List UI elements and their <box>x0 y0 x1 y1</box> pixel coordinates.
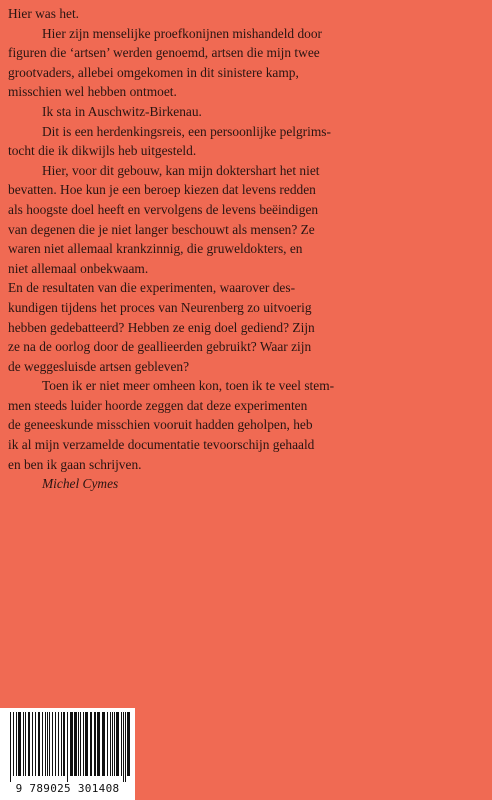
barcode-bar <box>38 712 40 776</box>
text-line: Dit is een herdenkingsreis, een persoonlijke pelgrims- <box>42 123 331 139</box>
barcode-bar <box>42 712 43 776</box>
barcode-bar <box>35 712 36 776</box>
barcode-bar <box>90 712 92 776</box>
paragraph-7 <box>8 376 480 474</box>
barcode-bar <box>127 712 130 776</box>
barcode-bar <box>97 712 100 776</box>
barcode-bar <box>70 712 73 776</box>
barcode-bar <box>45 712 46 776</box>
barcode-bar <box>114 712 115 776</box>
barcode-bar <box>32 712 33 776</box>
text-line: Ik sta in Auschwitz-Birkenau. <box>42 103 202 119</box>
paragraph-4 <box>8 122 480 161</box>
text-line: de weggesluisde artsen gebleven? <box>8 358 190 374</box>
text-line: hebben gedebatteerd? Hebben ze enig doel gediend? Zijn <box>8 319 315 335</box>
barcode-bar <box>28 712 30 776</box>
paragraph-1 <box>8 4 480 24</box>
barcode-digits: 9 789025 301408 <box>15 782 120 795</box>
barcode-bar <box>23 712 24 776</box>
barcode-bar <box>47 712 48 776</box>
text-line: de geneeskunde misschien vooruit hadden geholpen, heb <box>8 417 313 433</box>
barcode-bar <box>85 712 88 776</box>
text-line: ik al mijn verzamelde documentatie tevoorschijn gehaald <box>8 437 315 453</box>
text-line: grootvaders, allebei omgekomen in dit sinistere kamp, <box>8 64 299 80</box>
back-cover-text <box>8 4 480 494</box>
text-line: Toen ik er niet meer omheen kon, toen ik te veel stem- <box>42 378 335 394</box>
barcode-bar <box>18 712 21 776</box>
barcode-bar <box>58 712 59 776</box>
text-line: figuren die ‘artsen’ werden genoemd, artsen die mijn twee <box>8 45 320 61</box>
text-line: Hier was het. <box>8 6 80 21</box>
barcode-bar <box>80 712 81 776</box>
barcode-bar <box>49 712 50 776</box>
barcode-bar <box>116 712 119 776</box>
paragraph-5 <box>8 161 480 279</box>
barcode-bar <box>94 712 96 776</box>
text-line: bevatten. Hoe kun je een beroep kiezen dat levens redden <box>8 182 316 198</box>
barcode-bar <box>61 712 62 776</box>
author-signature: Michel Cymes <box>42 476 119 492</box>
barcode-bar <box>55 712 56 776</box>
barcode-bar <box>125 712 126 782</box>
barcode-bars <box>8 712 130 782</box>
barcode-bar <box>102 712 105 776</box>
paragraph-6 <box>8 278 480 376</box>
text-line: als hoogste doel heeft en vervolgens de levens beëindigen <box>8 201 319 217</box>
barcode-bar <box>16 712 17 776</box>
text-line: Hier, voor dit gebouw, kan mijn doktershart het niet <box>42 162 320 178</box>
barcode-bar <box>112 712 113 776</box>
text-line: kundigen tijdens het proces van Neurenberg zo uitvoerig <box>8 299 312 315</box>
text-line: en ben ik gaan schrijven. <box>8 456 142 472</box>
text-line: tocht die ik dikwijls heb uitgesteld. <box>8 143 197 159</box>
paragraph-2 <box>8 24 480 102</box>
text-line: Hier zijn menselijke proefkonijnen mishandeld door <box>42 25 323 41</box>
barcode-bar <box>25 712 26 776</box>
text-line: misschien wel hebben ontmoet. <box>8 84 177 100</box>
barcode-bar <box>78 712 79 776</box>
text-line: van degenen die je niet langer beschouwt als mensen? Ze <box>8 221 315 237</box>
barcode-bar <box>52 712 53 776</box>
barcode-bar <box>63 712 65 776</box>
barcode-bar <box>74 712 77 776</box>
barcode-bar <box>121 712 122 776</box>
text-line: En de resultaten van die experimenten, waarover des- <box>8 280 296 296</box>
paragraph-3 <box>8 102 480 122</box>
barcode-bar <box>123 712 124 782</box>
signature-block <box>8 474 480 494</box>
barcode <box>0 708 135 800</box>
barcode-bar <box>67 712 68 782</box>
text-line: men steeds luider hoorde zeggen dat deze experimenten <box>8 397 308 413</box>
barcode-bar <box>13 712 14 776</box>
text-line: niet allemaal onbekwaam. <box>8 260 149 276</box>
barcode-bar <box>10 712 11 782</box>
barcode-bar <box>107 712 108 776</box>
text-line: waren niet allemaal krankzinnig, die gruweldokters, en <box>8 241 303 257</box>
barcode-bar <box>83 712 84 776</box>
barcode-bar <box>110 712 111 776</box>
text-line: ze na de oorlog door de geallieerden gebruikt? Waar zijn <box>8 339 312 355</box>
